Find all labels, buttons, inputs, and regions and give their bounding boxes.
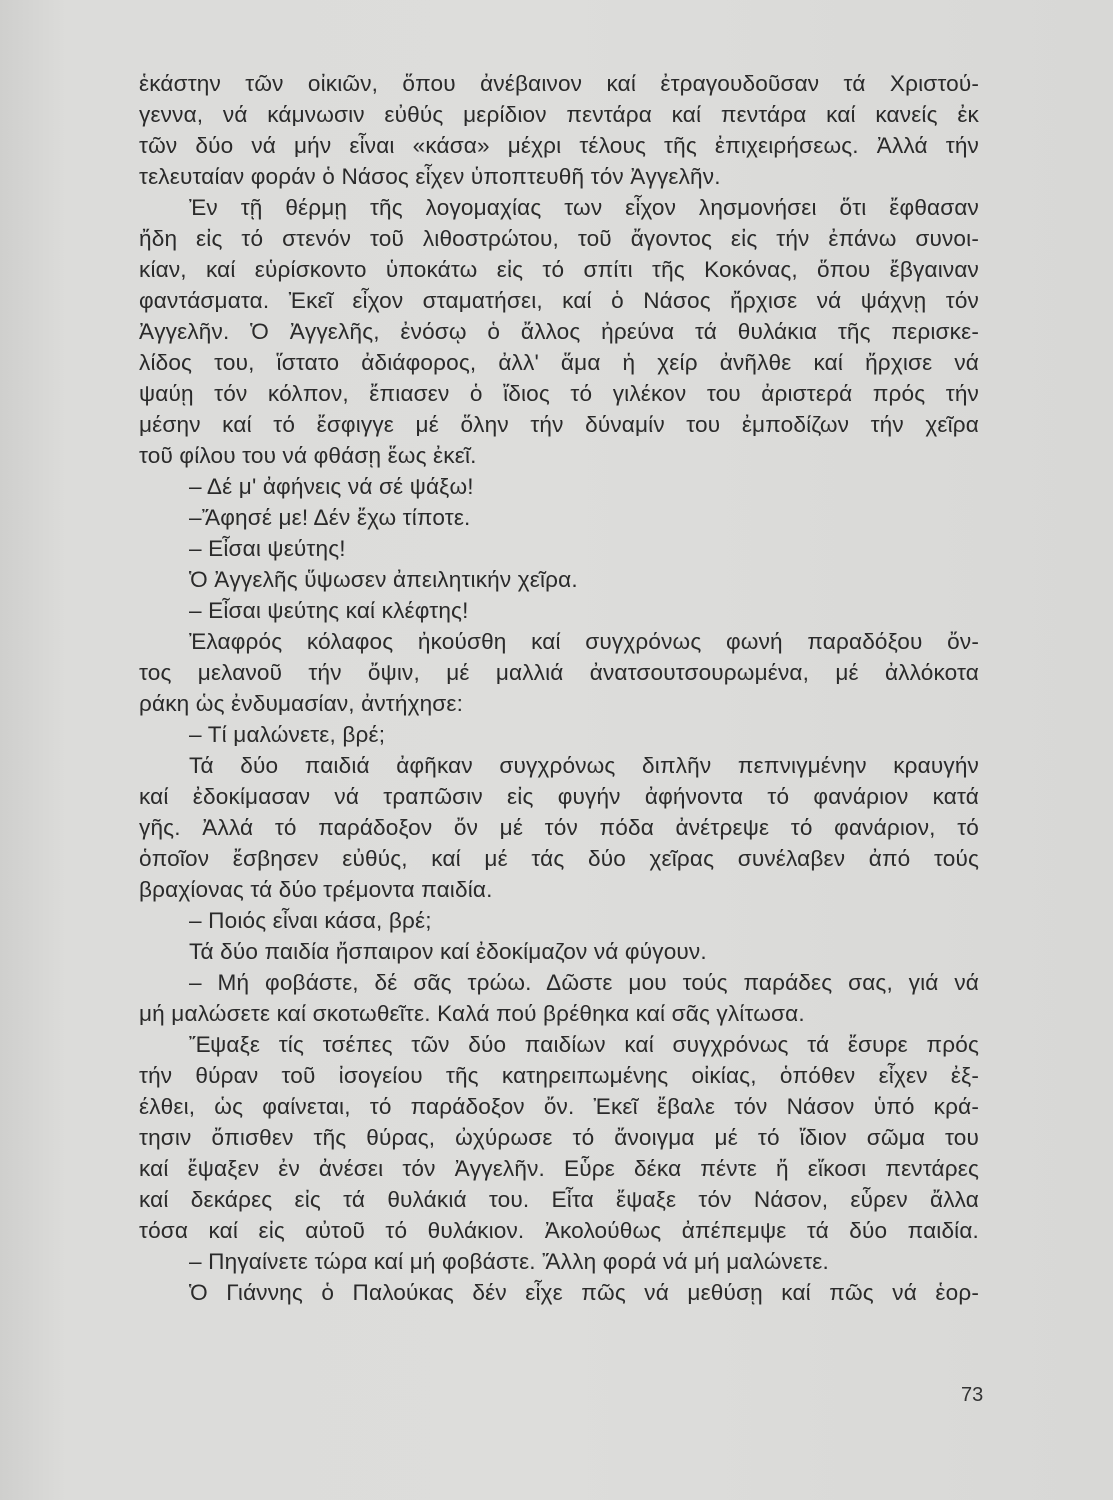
text-line: – Μή φοβάστε, δέ σᾶς τρώω. Δῶστε μου τούς παράδες σας, γιά νά [189,970,979,995]
body-text [139,68,979,1308]
text-line: καί ἔψαξεν ἐν ἀνέσει τόν Ἀγγελῆν. Εὗρε δέκα πέντε ἤ εἴκοσι πεντάρες [139,1156,979,1181]
text-line: Τά δύο παιδιά ἀφῆκαν συγχρόνως διπλῆν πεπνιγμένην κραυγήν [189,753,979,778]
text-line: τησιν ὄπισθεν τῆς θύρας, ὠχύρωσε τό ἄνοιγμα μέ τό ἴδιον σῶμα του [139,1125,979,1150]
text-line: λίδος του, ἵστατο ἀδιάφορος, ἀλλ' ἅμα ἡ χείρ ἀνῆλθε καί ἤρχισε νά [139,350,979,375]
text-line: τοῦ φίλου του νά φθάσῃ ἕως ἐκεῖ. [139,443,477,468]
text-line: γῆς. Ἀλλά τό παράδοξον ὄν μέ τόν πόδα ἀνέτρεψε τό φανάριον, τό [139,815,979,840]
page-number: 73 [961,1384,984,1406]
text-line: Ὁ Ἀγγελῆς ὕψωσεν ἀπειλητικήν χεῖρα. [189,567,578,592]
text-line: γεννα, νά κάμνωσιν εὐθύς μερίδιον πεντάρα καί πεντάρα καί κανείς ἐκ [139,102,979,127]
text-line: – Εἶσαι ψεύτης καί κλέφτης! [189,598,469,623]
text-line: καί ἐδοκίμασαν νά τραπῶσιν εἰς φυγήν ἀφήνοντα τό φανάριον κατά [139,784,979,809]
text-line: φαντάσματα. Ἐκεῖ εἶχον σταματήσει, καί ὁ Νάσος ἤρχισε νά ψάχνῃ τόν [139,288,979,313]
text-line: καί δεκάρες εἰς τά θυλάκιά του. Εἶτα ἔψαξε τόν Νάσον, εὗρεν ἄλλα [139,1187,979,1212]
text-line: ἤδη εἰς τό στενόν τοῦ λιθοστρώτου, τοῦ ἄγοντος εἰς τήν ἐπάνω συνοι- [139,226,979,251]
text-line: ψαύῃ τόν κόλπον, ἔπιασεν ὁ ἴδιος τό γιλέκον του ἀριστερά πρός τήν [139,381,979,406]
text-line: μή μαλώσετε καί σκοτωθεῖτε. Καλά πού βρέθηκα καί σᾶς γλίτωσα. [139,1001,805,1026]
text-line: τος μελανοῦ τήν ὄψιν, μέ μαλλιά ἀνατσουτσουρωμένα, μέ ἀλλόκοτα [139,660,979,685]
text-line: βραχίονας τά δύο τρέμοντα παιδία. [139,877,493,902]
text-line: Ἐλαφρός κόλαφος ἠκούσθη καί συγχρόνως φωνή παραδόξου ὄν- [189,629,979,654]
text-line: έλθει, ὡς φαίνεται, τό παράδοξον ὄν. Ἐκεῖ ἔβαλε τόν Νάσον ὑπό κρά- [139,1094,979,1119]
text-line: κίαν, καί εὑρίσκοντο ὑποκάτω εἰς τό σπίτι τῆς Κοκόνας, ὅπου ἔβγαιναν [139,257,979,282]
text-line: τῶν δύο νά μήν εἶναι «κάσα» μέχρι τέλους τῆς ἐπιχειρήσεως. Ἀλλά τήν [139,133,979,158]
text-line: – Δέ μ' ἀφήνεις νά σέ ψάξω! [189,474,474,499]
text-line: – Ποιός εἶναι κάσα, βρέ; [189,908,432,933]
text-line: Ἔψαξε τίς τσέπες τῶν δύο παιδίων καί συγχρόνως τά ἔσυρε πρός [189,1032,979,1057]
text-line: – Εἶσαι ψεύτης! [189,536,346,561]
text-line: Τά δύο παιδία ἤσπαιρον καί ἐδοκίμαζον νά φύγουν. [189,939,707,964]
text-line: ράκη ὡς ἐνδυμασίαν, ἀντήχησε: [139,691,464,716]
text-line: – Τί μαλώνετε, βρέ; [189,722,386,747]
text-line: τόσα καί εἰς αὐτοῦ τό θυλάκιον. Ἀκολούθως ἀπέπεμψε τά δύο παιδία. [139,1218,979,1243]
text-line: Ἐν τῇ θέρμῃ τῆς λογομαχίας των εἶχον λησμονήσει ὅτι ἔφθασαν [189,195,979,220]
text-line: – Πηγαίνετε τώρα καί μή φοβάστε. Ἄλλη φορά νά μή μαλώνετε. [189,1249,829,1274]
text-line: τελευταίαν φοράν ὁ Νάσος εἶχεν ὑποπτευθῆ τόν Ἀγγελῆν. [139,164,721,189]
text-line: –Ἄφησέ με! Δέν ἔχω τίποτε. [189,505,471,530]
text-line: Ἀγγελῆν. Ὁ Ἀγγελῆς, ἐνόσῳ ὁ ἄλλος ἠρεύνα τά θυλάκια τῆς περισκε- [139,319,979,344]
text-line: ὁποῖον ἔσβησεν εὐθύς, καί μέ τάς δύο χεῖρας συνέλαβεν ἀπό τούς [139,846,979,871]
text-line: μέσην καί τό ἔσφιγγε μέ ὅλην τήν δύναμίν του ἐμποδίζων τήν χεῖρα [139,412,979,437]
text-line: ἑκάστην τῶν οἰκιῶν, ὅπου ἀνέβαινον καί ἐτραγουδοῦσαν τά Χριστού- [139,71,979,96]
text-line: Ὁ Γιάννης ὁ Παλούκας δέν εἶχε πῶς νά μεθύσῃ καί πῶς νά ἑορ- [189,1280,979,1305]
text-line: τήν θύραν τοῦ ἰσογείου τῆς κατηρειπωμένης οἰκίας, ὁπόθεν εἶχεν ἐξ- [139,1063,979,1088]
